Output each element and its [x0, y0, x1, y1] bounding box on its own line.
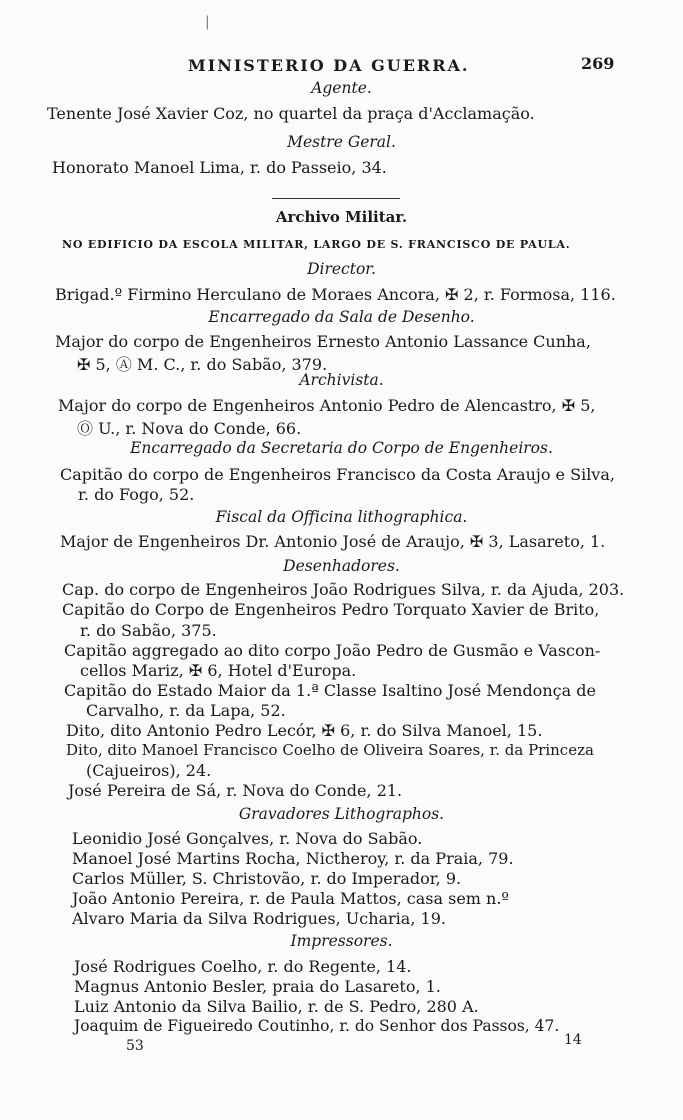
desenhador-entry: (Cajueiros), 24. [86, 761, 212, 780]
secretaria-entry-line-2: r. do Fogo, 52. [78, 485, 195, 504]
desenhador-entry: Capitão do Estado Maior da 1.ª Classe Isaltino José Mendonça de [64, 681, 596, 700]
section-heading-archivista: Archivista. [299, 371, 384, 389]
gravador-entry: Manoel José Martins Rocha, Nictheroy, r. da Praia, 79. [72, 849, 514, 868]
gravador-entry: Leonidio José Gonçalves, r. Nova do Sabão. [72, 829, 423, 848]
desenhador-entry: Capitão aggregado ao dito corpo João Pedro de Gusmão e Vascon- [64, 641, 601, 660]
archivo-location: NO EDIFICIO DA ESCOLA MILITAR, LARGO DE S. FRANCISCO DE PAULA. [62, 238, 571, 251]
sala-desenho-entry-line-2: ✠ 5, Ⓐ M. C., r. do Sabão, 379. [77, 355, 328, 374]
desenhador-entry: Dito, dito Manoel Francisco Coelho de Oliveira Soares, r. da Princeza [66, 741, 594, 759]
impressor-entry: Luiz Antonio da Silva Bailio, r. de S. Pedro, 280 A. [74, 997, 479, 1016]
fiscal-entry: Major de Engenheiros Dr. Antonio José de Araujo, ✠ 3, Lasareto, 1. [60, 532, 606, 551]
section-heading-sala-desenho: Encarregado da Sala de Desenho. [208, 308, 475, 326]
section-heading-director: Director. [307, 260, 376, 278]
director-entry: Brigad.º Firmino Herculano de Moraes Ancora, ✠ 2, r. Formosa, 116. [55, 285, 616, 304]
archivista-entry-line-1: Major do corpo de Engenheiros Antonio Pedro de Alencastro, ✠ 5, [58, 396, 596, 415]
top-mark: | [205, 14, 210, 30]
gravador-entry: João Antonio Pereira, r. de Paula Mattos, casa sem n.º [72, 889, 509, 908]
desenhador-entry: r. do Sabão, 375. [80, 621, 217, 640]
desenhador-entry: José Pereira de Sá, r. Nova do Conde, 21. [68, 781, 403, 800]
section-heading-fiscal: Fiscal da Officina lithographica. [215, 508, 468, 526]
desenhador-entry: Dito, dito Antonio Pedro Lecór, ✠ 6, r. do Silva Manoel, 15. [66, 721, 543, 740]
section-heading-secretaria: Encarregado da Secretaria do Corpo de Engenheiros. [130, 439, 553, 457]
desenhador-entry: Capitão do Corpo de Engenheiros Pedro Torquato Xavier de Brito, [62, 600, 600, 619]
section-heading-mestre-geral: Mestre Geral. [287, 133, 396, 151]
desenhador-entry: Cap. do corpo de Engenheiros João Rodrigues Silva, r. da Ajuda, 203. [62, 580, 625, 599]
impressor-entry: Joaquim de Figueiredo Coutinho, r. do Senhor dos Passos, 47. [74, 1017, 560, 1035]
mestre-geral-entry: Honorato Manoel Lima, r. do Passeio, 34. [52, 158, 387, 177]
signature-mark: 53 [126, 1038, 144, 1054]
agente-entry: Tenente José Xavier Coz, no quartel da praça d'Acclamação. [47, 104, 535, 123]
gravador-entry: Carlos Müller, S. Christovão, r. do Imperador, 9. [72, 869, 462, 888]
sala-desenho-entry-line-1: Major do corpo de Engenheiros Ernesto Antonio Lassance Cunha, [55, 332, 591, 351]
desenhador-entry: cellos Mariz, ✠ 6, Hotel d'Europa. [80, 661, 357, 680]
gravador-entry: Alvaro Maria da Silva Rodrigues, Ucharia, 19. [72, 909, 446, 928]
impressor-entry: José Rodrigues Coelho, r. do Regente, 14. [74, 957, 412, 976]
archivo-title: Archivo Militar. [275, 208, 408, 226]
secretaria-entry-line-1: Capitão do corpo de Engenheiros Francisco da Costa Araujo e Silva, [60, 465, 615, 484]
footer-mark: 14 [564, 1032, 582, 1048]
impressor-entry: Magnus Antonio Besler, praia do Lasareto, 1. [74, 977, 441, 996]
section-heading-gravadores: Gravadores Lithographos. [238, 805, 445, 823]
section-divider [272, 198, 400, 199]
desenhador-entry: Carvalho, r. da Lapa, 52. [86, 701, 286, 720]
archivista-entry-line-2: Ⓞ U., r. Nova do Conde, 66. [77, 419, 302, 438]
running-header-title: MINISTERIO DA GUERRA. [188, 56, 470, 75]
page-number: 269 [581, 54, 615, 73]
section-heading-desenhadores: Desenhadores. [283, 557, 400, 575]
section-heading-impressores: Impressores. [290, 932, 393, 950]
section-heading-agente: Agente. [311, 79, 372, 97]
